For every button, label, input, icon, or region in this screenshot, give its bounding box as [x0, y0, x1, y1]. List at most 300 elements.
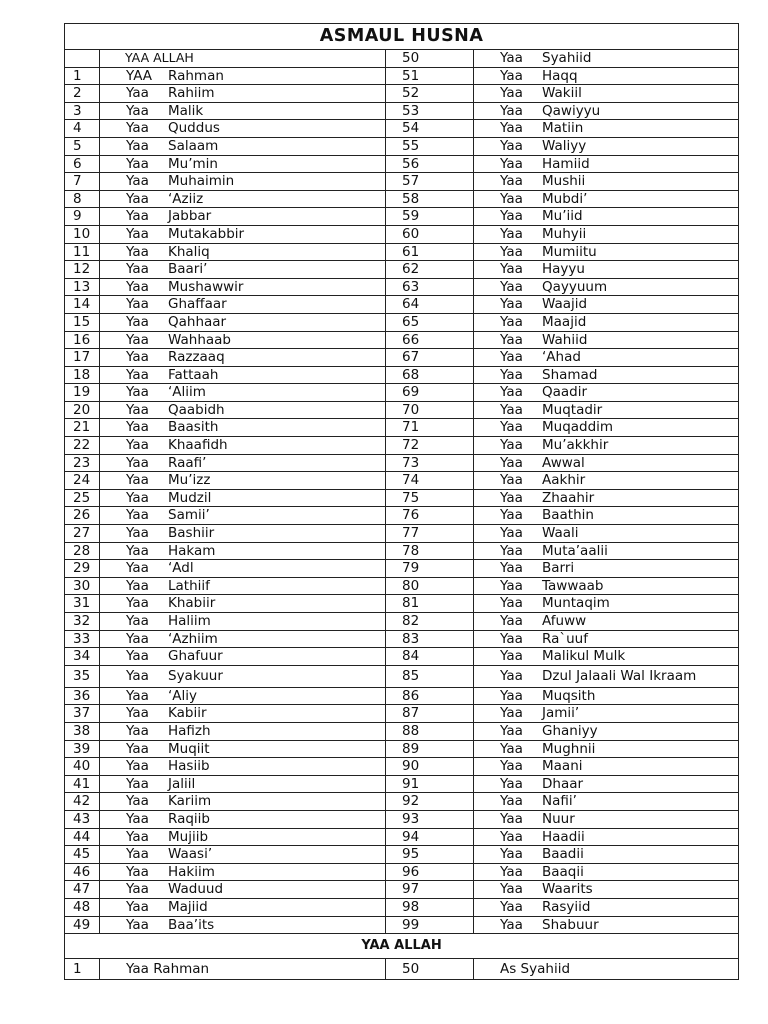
right-number: 77: [386, 525, 474, 543]
name-prefix: Yaa: [126, 863, 149, 880]
name-text: Malik: [168, 102, 204, 119]
name-prefix: Yaa: [500, 155, 523, 172]
table-row: [65, 595, 739, 613]
name-prefix: Yaa: [126, 630, 149, 647]
right-name-cell: [474, 120, 739, 138]
right-number: 87: [386, 705, 474, 723]
table-row: [65, 384, 739, 402]
name-text: Waarits: [542, 881, 593, 898]
table-row: [65, 419, 739, 437]
left-name-cell: [100, 278, 386, 296]
name-text: Mushawwir: [168, 278, 244, 295]
table-row: [65, 155, 739, 173]
right-name-cell: [474, 472, 739, 490]
title-row: [65, 24, 739, 50]
name-text: Mu’iid: [542, 208, 583, 225]
right-name-cell: [474, 437, 739, 455]
right-name-cell: [474, 331, 739, 349]
name-text: Quddus: [168, 120, 220, 137]
name-prefix: Yaa: [126, 419, 149, 436]
left-number: 36: [65, 687, 100, 705]
table-row: [65, 793, 739, 811]
right-name-cell: [474, 366, 739, 384]
name-text: Muqiit: [168, 740, 210, 757]
table-row: [65, 472, 739, 490]
left-number: 42: [65, 793, 100, 811]
name-text: Hasiib: [168, 758, 210, 775]
table-row: [65, 489, 739, 507]
name-text: Razzaaq: [168, 349, 225, 366]
left-name-cell: [100, 85, 386, 103]
footer-row: [65, 959, 739, 980]
name-text: Maajid: [542, 313, 587, 330]
table-row: [65, 454, 739, 472]
right-number: 66: [386, 331, 474, 349]
left-name-cell: [100, 828, 386, 846]
left-name-cell: [100, 793, 386, 811]
name-prefix: Yaa: [126, 775, 149, 792]
right-name-cell: [474, 137, 739, 155]
right-number: 74: [386, 472, 474, 490]
name-prefix: Yaa: [126, 667, 149, 684]
name-prefix: Yaa: [500, 828, 523, 845]
right-number: 67: [386, 349, 474, 367]
name-text: Waajid: [542, 296, 588, 313]
left-name-cell: [100, 630, 386, 648]
name-prefix: Yaa: [500, 173, 523, 190]
table-row: [65, 67, 739, 85]
left-name-cell: [100, 595, 386, 613]
left-name-cell: [100, 296, 386, 314]
name-prefix: Yaa: [126, 525, 149, 542]
name-text: Hayyu: [542, 261, 585, 278]
right-name-cell: [474, 775, 739, 793]
right-number: 64: [386, 296, 474, 314]
table-row: [65, 85, 739, 103]
name-text: Malikul Mulk: [542, 648, 626, 665]
left-number: 13: [65, 278, 100, 296]
left-number: 28: [65, 542, 100, 560]
left-name-cell: [100, 437, 386, 455]
right-number: 81: [386, 595, 474, 613]
left-number: 3: [65, 102, 100, 120]
name-prefix: Yaa: [126, 313, 149, 330]
name-text: ‘Aziiz: [168, 190, 204, 207]
right-number: 78: [386, 542, 474, 560]
left-name-cell: [100, 916, 386, 934]
table-row: [65, 243, 739, 261]
left-number: 14: [65, 296, 100, 314]
name-text: Lathiif: [168, 577, 210, 594]
name-text: Baaqii: [542, 863, 584, 880]
name-text: Mujiib: [168, 828, 209, 845]
name-text: Raqiib: [168, 810, 210, 827]
right-number: 96: [386, 863, 474, 881]
name-text: Baasith: [168, 419, 219, 436]
left-name-cell: [100, 705, 386, 723]
right-name-cell: [474, 665, 739, 687]
left-name-cell: [100, 190, 386, 208]
table-row: [65, 722, 739, 740]
left-name-cell: [100, 155, 386, 173]
name-text: Ghaffaar: [168, 296, 227, 313]
name-prefix: Yaa: [500, 190, 523, 207]
header-right-name: Syahiid: [542, 50, 592, 66]
right-name-cell: [474, 595, 739, 613]
name-prefix: Yaa: [126, 898, 149, 915]
name-prefix: Yaa: [500, 613, 523, 629]
right-number: 59: [386, 208, 474, 226]
left-name-cell: [100, 863, 386, 881]
name-prefix: Yaa: [126, 296, 149, 313]
name-prefix: Yaa: [500, 366, 523, 383]
left-number: 4: [65, 120, 100, 138]
left-name-cell: [100, 173, 386, 191]
name-text: Kariim: [168, 793, 212, 810]
left-name-cell: [100, 577, 386, 595]
left-name-cell: [100, 419, 386, 437]
right-name-cell: [474, 296, 739, 314]
right-name-cell: [474, 102, 739, 120]
right-name-cell: [474, 722, 739, 740]
table-row: [65, 577, 739, 595]
name-text: Mu’min: [168, 155, 218, 172]
left-name-cell: [100, 846, 386, 864]
name-prefix: Yaa: [500, 67, 523, 84]
left-name-cell: [100, 349, 386, 367]
left-name-cell: [100, 489, 386, 507]
left-number: 49: [65, 916, 100, 934]
name-prefix: Yaa: [500, 810, 523, 827]
name-text: ‘Azhiim: [168, 630, 218, 647]
name-prefix: Yaa: [500, 120, 523, 137]
right-number: 92: [386, 793, 474, 811]
right-name-cell: [474, 85, 739, 103]
name-prefix: Yaa: [500, 419, 523, 436]
right-name-cell: [474, 384, 739, 402]
right-name-cell: [474, 916, 739, 934]
name-prefix: Yaa: [126, 846, 149, 863]
left-number: 32: [65, 613, 100, 631]
header-right-name-cell: [474, 50, 739, 68]
name-text: Mudzil: [168, 489, 212, 506]
name-text: Fattaah: [168, 366, 219, 383]
name-prefix: Yaa: [500, 401, 523, 418]
right-number: 52: [386, 85, 474, 103]
name-text: Jamii’: [542, 705, 580, 722]
table-row: [65, 687, 739, 705]
name-text: Haliim: [168, 613, 211, 629]
name-text: Baathin: [542, 507, 594, 524]
left-number: 47: [65, 881, 100, 899]
right-number: 83: [386, 630, 474, 648]
table-row: [65, 542, 739, 560]
left-name-cell: [100, 102, 386, 120]
left-number: 18: [65, 366, 100, 384]
table-row: [65, 120, 739, 138]
right-name-cell: [474, 881, 739, 899]
right-number: 58: [386, 190, 474, 208]
right-name-cell: [474, 507, 739, 525]
table-row: [65, 525, 739, 543]
name-text: ‘Ahad: [542, 349, 581, 366]
right-number: 72: [386, 437, 474, 455]
right-name-cell: [474, 740, 739, 758]
right-number: 95: [386, 846, 474, 864]
table-row: [65, 349, 739, 367]
left-number: 19: [65, 384, 100, 402]
right-number: 86: [386, 687, 474, 705]
name-prefix: Yaa: [500, 846, 523, 863]
name-prefix: Yaa: [500, 472, 523, 489]
name-text: Mushii: [542, 173, 586, 190]
right-number: 53: [386, 102, 474, 120]
name-prefix: Yaa: [126, 916, 149, 933]
right-number: 97: [386, 881, 474, 899]
name-text: Wahiid: [542, 331, 588, 348]
right-name-cell: [474, 705, 739, 723]
name-prefix: Yaa: [126, 349, 149, 366]
name-prefix: Yaa: [500, 595, 523, 612]
name-prefix: Yaa: [500, 349, 523, 366]
name-text: Rahiim: [168, 85, 215, 102]
header-row: [65, 50, 739, 68]
name-prefix: Yaa: [126, 828, 149, 845]
right-number: 60: [386, 225, 474, 243]
name-text: Matiin: [542, 120, 584, 137]
right-number: 79: [386, 560, 474, 578]
table-row: [65, 208, 739, 226]
name-text: Muhaimin: [168, 173, 235, 190]
name-text: Zhaahir: [542, 489, 595, 506]
left-number: 10: [65, 225, 100, 243]
left-number: 45: [65, 846, 100, 864]
name-prefix: Yaa: [500, 525, 523, 542]
left-number: 8: [65, 190, 100, 208]
left-number: 17: [65, 349, 100, 367]
name-prefix: Yaa: [500, 102, 523, 119]
table-row: [65, 916, 739, 934]
left-number: 37: [65, 705, 100, 723]
right-name-cell: [474, 687, 739, 705]
left-number: 16: [65, 331, 100, 349]
table-row: [65, 846, 739, 864]
name-text: Jabbar: [168, 208, 212, 225]
name-prefix: Yaa: [500, 437, 523, 454]
left-name-cell: [100, 525, 386, 543]
right-name-cell: [474, 313, 739, 331]
table-row: [65, 173, 739, 191]
name-text: Mu’akkhir: [542, 437, 609, 454]
left-name-cell: [100, 331, 386, 349]
name-prefix: Yaa: [500, 243, 523, 260]
name-prefix: Yaa: [126, 454, 149, 471]
left-name-cell: [100, 454, 386, 472]
right-number: 82: [386, 613, 474, 631]
name-text: Rahman: [168, 67, 224, 84]
name-text: Syakuur: [168, 667, 223, 684]
table-row: [65, 863, 739, 881]
left-number: 1: [65, 67, 100, 85]
right-name-cell: [474, 525, 739, 543]
footer-right-number: 50: [386, 959, 474, 980]
left-name-cell: [100, 137, 386, 155]
name-text: Shamad: [542, 366, 598, 383]
table-row: [65, 898, 739, 916]
left-name-cell: [100, 507, 386, 525]
right-name-cell: [474, 560, 739, 578]
name-prefix: Yaa: [126, 793, 149, 810]
left-number: 27: [65, 525, 100, 543]
table-row: [65, 296, 739, 314]
left-name-cell: [100, 810, 386, 828]
left-name-cell: [100, 898, 386, 916]
name-text: Jaliil: [168, 775, 196, 792]
name-prefix: Yaa: [500, 722, 523, 739]
name-text: Hamiid: [542, 155, 590, 172]
name-prefix: Yaa: [126, 243, 149, 260]
left-number: 31: [65, 595, 100, 613]
left-number: 44: [65, 828, 100, 846]
right-number: 63: [386, 278, 474, 296]
name-prefix: Yaa: [126, 881, 149, 898]
left-name-cell: [100, 384, 386, 402]
right-number: 85: [386, 665, 474, 687]
right-name-cell: [474, 542, 739, 560]
name-text: Maani: [542, 758, 583, 775]
name-text: Hakiim: [168, 863, 215, 880]
right-number: 84: [386, 648, 474, 666]
name-prefix: Yaa: [500, 296, 523, 313]
name-prefix: Yaa: [126, 722, 149, 739]
name-text: Mumiitu: [542, 243, 597, 260]
name-text: Muqtadir: [542, 401, 603, 418]
right-number: 73: [386, 454, 474, 472]
left-number: 41: [65, 775, 100, 793]
name-text: Mutakabbir: [168, 225, 245, 242]
right-number: 89: [386, 740, 474, 758]
name-text: Haadii: [542, 828, 585, 845]
name-prefix: Yaa: [126, 489, 149, 506]
name-text: Qaadir: [542, 384, 588, 401]
name-prefix: Yaa: [500, 560, 523, 577]
name-prefix: Yaa: [500, 454, 523, 471]
right-name-cell: [474, 758, 739, 776]
table-row: [65, 740, 739, 758]
left-name-cell: [100, 560, 386, 578]
right-number: 98: [386, 898, 474, 916]
name-text: Khabiir: [168, 595, 216, 612]
left-name-cell: [100, 665, 386, 687]
right-name-cell: [474, 846, 739, 864]
name-prefix: YAA: [126, 67, 153, 84]
name-prefix: Yaa: [126, 560, 149, 577]
left-number: 9: [65, 208, 100, 226]
right-number: 91: [386, 775, 474, 793]
name-prefix: Yaa: [126, 648, 149, 665]
left-number: 25: [65, 489, 100, 507]
left-number: 23: [65, 454, 100, 472]
footer-left-number: 1: [65, 959, 100, 980]
name-text: Salaam: [168, 137, 219, 154]
name-prefix: Yaa: [126, 137, 149, 154]
name-prefix: Yaa: [126, 102, 149, 119]
name-prefix: Yaa: [126, 190, 149, 207]
table-row: [65, 102, 739, 120]
right-name-cell: [474, 828, 739, 846]
table-row: [65, 401, 739, 419]
table-row: [65, 881, 739, 899]
right-number: 68: [386, 366, 474, 384]
left-number: 11: [65, 243, 100, 261]
right-number: 93: [386, 810, 474, 828]
table-row: [65, 507, 739, 525]
right-name-cell: [474, 278, 739, 296]
name-text: Majiid: [168, 898, 208, 915]
name-prefix: Yaa: [500, 916, 523, 933]
left-name-cell: [100, 613, 386, 631]
name-prefix: Yaa: [500, 687, 523, 704]
left-name-cell: [100, 67, 386, 85]
right-name-cell: [474, 630, 739, 648]
name-text: Qaabidh: [168, 401, 225, 418]
left-name-cell: [100, 401, 386, 419]
name-text: Baari’: [168, 261, 208, 278]
right-number: 62: [386, 261, 474, 279]
name-prefix: Yaa: [126, 225, 149, 242]
header-right-number: 50: [386, 50, 474, 68]
name-text: Haqq: [542, 67, 578, 84]
right-name-cell: [474, 225, 739, 243]
right-number: 54: [386, 120, 474, 138]
right-number: 70: [386, 401, 474, 419]
name-prefix: Yaa: [126, 120, 149, 137]
right-name-cell: [474, 261, 739, 279]
left-name-cell: [100, 208, 386, 226]
left-name-cell: [100, 366, 386, 384]
table-row: [65, 560, 739, 578]
name-text: Nuur: [542, 810, 575, 827]
name-prefix: Yaa: [500, 740, 523, 757]
name-prefix: Yaa: [500, 793, 523, 810]
name-prefix: Yaa: [500, 542, 523, 559]
left-name-cell: [100, 722, 386, 740]
name-prefix: Yaa: [500, 85, 523, 102]
name-prefix: Yaa: [500, 489, 523, 506]
right-name-cell: [474, 401, 739, 419]
left-number: 2: [65, 85, 100, 103]
name-prefix: Yaa: [500, 577, 523, 594]
right-number: 69: [386, 384, 474, 402]
right-name-cell: [474, 173, 739, 191]
right-name-cell: [474, 155, 739, 173]
name-prefix: Yaa: [126, 366, 149, 383]
name-prefix: Yaa: [126, 208, 149, 225]
right-name-cell: [474, 613, 739, 631]
name-text: Qawiyyu: [542, 102, 601, 119]
name-text: Mu’izz: [168, 472, 211, 489]
name-text: Hafizh: [168, 722, 211, 739]
name-text: Hakam: [168, 542, 216, 559]
name-text: Awwal: [542, 454, 585, 471]
name-text: Khaliq: [168, 243, 210, 260]
name-text: Barri: [542, 560, 575, 577]
name-text: Qayyuum: [542, 278, 608, 295]
left-number: 34: [65, 648, 100, 666]
name-text: Mughnii: [542, 740, 596, 757]
left-name-cell: [100, 687, 386, 705]
asmaul-husna-sheet: [64, 23, 738, 980]
